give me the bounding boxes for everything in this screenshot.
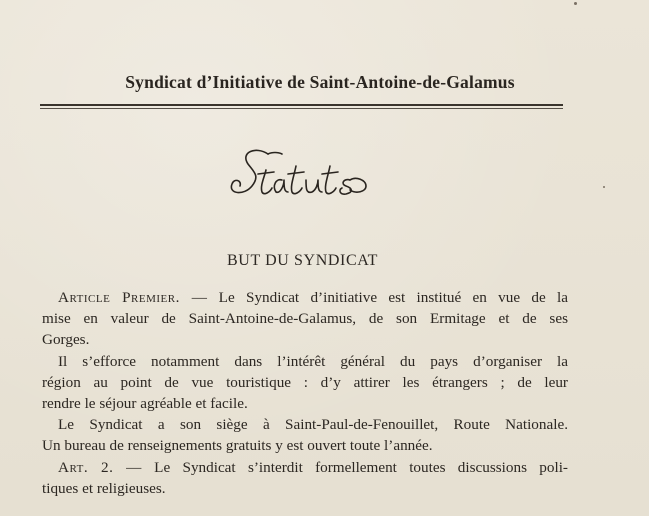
paragraph-line: Gorges.	[42, 331, 90, 348]
article-lead: Article Premier. —	[58, 289, 208, 306]
paragraph-line: Art. 2. — Le Syndicat s’interdit formellement toutes discussions poli-	[58, 459, 568, 476]
paragraph-line: tiques et religieuses.	[42, 480, 166, 497]
paragraph-line: Un bureau de renseignements gratuits y est ouvert toute l’année.	[42, 437, 433, 454]
article-lead: Art. 2. —	[58, 459, 142, 476]
paragraph-line: mise en valeur de Saint-Antoine-de-Galamus, de son Ermitage et de ses	[42, 310, 568, 327]
paragraph-line: Il s’efforce notamment dans l’intérêt général du pays d’organiser la	[58, 353, 568, 370]
paragraph-siege	[42, 414, 568, 456]
header-rule-thick	[40, 104, 563, 106]
paragraph-organisation	[42, 351, 568, 414]
paragraph-line: rendre le séjour agréable et facile.	[42, 395, 248, 412]
paragraph-line: Article Premier. — Le Syndicat d’initiative est institué en vue de la	[58, 289, 569, 306]
statuts-script-heading	[226, 140, 386, 210]
paper-speck	[574, 2, 577, 5]
section-title: BUT DU SYNDICAT	[227, 252, 378, 269]
paragraph-article-2	[42, 457, 568, 499]
page-header-title: Syndicat d’Initiative de Saint-Antoine-de-Galamus	[125, 72, 515, 92]
header-rule-thin	[40, 108, 563, 109]
paragraph-article-premier	[42, 287, 568, 350]
paper-speck	[603, 186, 605, 188]
paragraph-line: Le Syndicat a son siège à Saint-Paul-de-Fenouillet, Route Nationale.	[58, 416, 568, 433]
paragraph-line: région au point de vue touristique : d’y attirer les étrangers ; de leur	[42, 374, 568, 391]
